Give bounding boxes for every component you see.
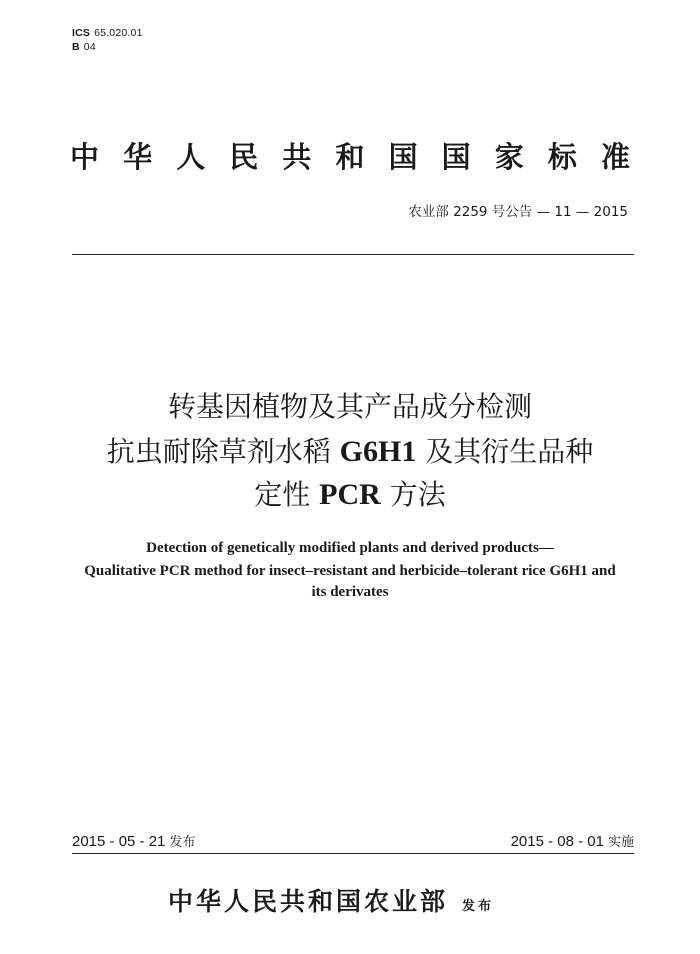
chinese-title-line-2-pre: 抗虫耐除草剂水稻: [106, 435, 340, 468]
chinese-title-line-3-code: PCR: [319, 478, 381, 511]
standard-number: 农业部 2259 号公告 — 11 — 2015: [408, 204, 628, 220]
title-char: 华: [123, 140, 153, 174]
chinese-title-line-3-post: 方法: [380, 478, 446, 511]
title-char: 民: [229, 140, 259, 174]
implementation-label: 实施: [607, 835, 634, 850]
publisher-block: [168, 885, 494, 919]
title-char: 和: [335, 140, 365, 174]
chinese-title-line-3: [0, 475, 700, 515]
title-char: 中: [70, 140, 100, 174]
english-title-line-1: Detection of genetically modified plants and derived products—: [146, 540, 554, 556]
ccs-code: 04: [83, 41, 96, 53]
english-title-line-2: Qualitative PCR method for insect–resistant and herbicide–tolerant rice G6H1 and: [84, 563, 616, 579]
issue-date: 2015 - 05 - 21: [72, 833, 166, 850]
ics-classification: [72, 27, 143, 40]
standard-type-title: [70, 138, 630, 176]
chinese-title-line-1: 转基因植物及其产品成分检测: [167, 390, 532, 423]
title-char: 国: [441, 140, 471, 174]
ccs-classification: [72, 41, 96, 54]
title-char: 准: [600, 140, 630, 174]
chinese-title-line-2: [0, 432, 700, 472]
title-char: 人: [176, 140, 206, 174]
chinese-title-line-3-pre: 定性: [254, 478, 320, 511]
chinese-title-line-2-code: G6H1: [339, 435, 417, 468]
publisher-name: 中华人民共和国农业部: [168, 887, 449, 916]
ics-label: ICS: [72, 27, 91, 39]
ccs-label: B: [72, 41, 80, 53]
bottom-divider: [72, 853, 634, 854]
publisher-suffix: 发布: [462, 899, 495, 914]
issue-label: 发布: [169, 835, 196, 850]
issue-date-block: [72, 831, 195, 854]
implementation-date: 2015 - 08 - 01: [510, 833, 604, 850]
top-divider: [72, 254, 634, 255]
implementation-date-block: [511, 831, 634, 854]
title-char: 国: [388, 140, 418, 174]
english-title-line-3: its derivates: [311, 584, 389, 600]
title-char: 标: [547, 140, 577, 174]
title-char: 共: [282, 140, 312, 174]
chinese-title-line-2-post: 及其衍生品种: [416, 435, 594, 468]
title-char: 家: [494, 140, 524, 174]
ics-code: 65.020.01: [94, 27, 143, 39]
